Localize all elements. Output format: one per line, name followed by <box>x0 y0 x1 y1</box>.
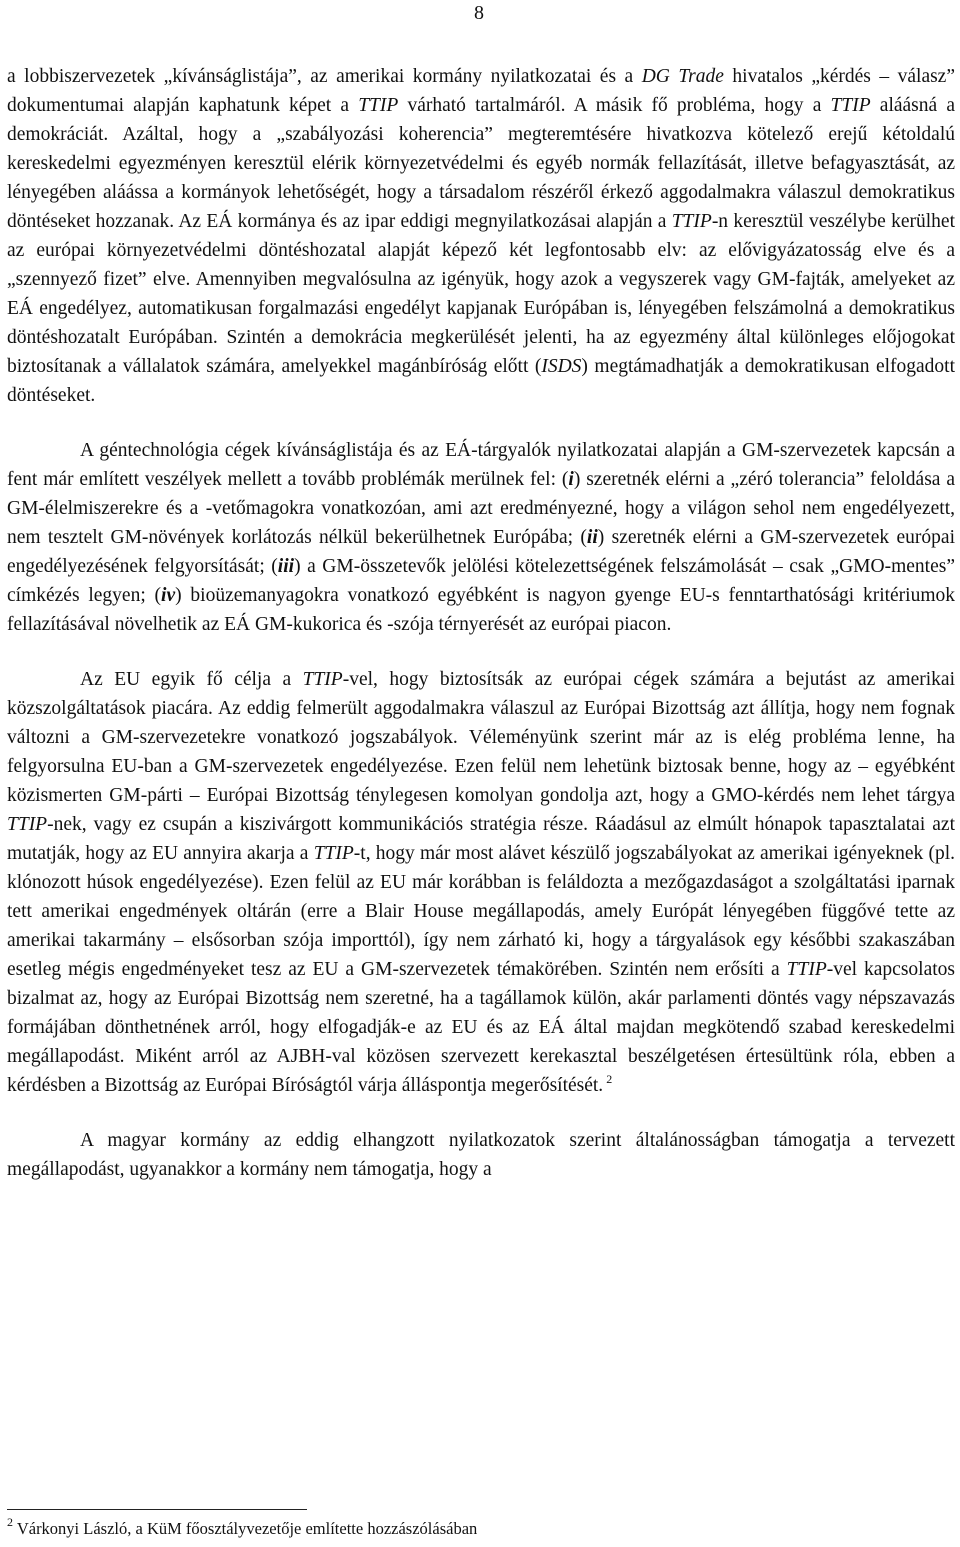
text-segment: -nek, vagy ez csupán a kiszivárgott kommunikációs stratégia része. Ráadásul az elmúlt hónapok tapasztalatai azt mutatják, hogy az EU annyira akarja a <box>7 814 955 864</box>
list-marker: iv <box>161 585 176 606</box>
emphasis: TTIP <box>358 95 399 116</box>
emphasis: TTIP <box>786 959 827 980</box>
text-segment: ) megtámadhatják a demokratikusan elfogadott döntéseket. <box>7 356 955 406</box>
emphasis: DG Trade <box>641 66 724 87</box>
paragraph-p3 <box>7 665 955 1100</box>
text-segment: ) bioüzemanyagokra vonatkozó egyébként is nagyon gyenge EU-s fenntarthatósági kritériumok fellazításával növelhetik az EÁ GM-kukorica és -szója térnyerését az európai piacon. <box>7 585 956 635</box>
body-text <box>7 62 955 1184</box>
text-segment: a lobbiszervezetek „kívánságlistája”, az amerikai kormány nyilatkozatai és a <box>7 66 642 87</box>
emphasis: TTIP <box>302 669 343 690</box>
text-segment: ) szeretnék elérni a GM-szervezetek európai engedélyezésének felgyorsítását; ( <box>7 527 955 577</box>
page-number: 8 <box>474 2 484 24</box>
emphasis: TTIP <box>671 211 712 232</box>
text-segment: -vel kapcsolatos bizalmat az, hogy az Európai Bizottság nem szeretné, ha a tagállamok külön, akár parlamenti döntés vagy népszavazás formájában dönthetnének arról, hogy elfogadják-e az EU és az EÁ által majdan megkötendő szabad kereskedelmi megállapodást. Miként arról az AJBH-val közösen szervezett kerekasztal beszélgetésen értesültünk róla, ebben a kérdésben a Bizottság az Európai Bíróságtól várja álláspontja megerősítését. <box>7 959 955 1096</box>
text-segment: -vel, hogy biztosítsák az európai cégek számára a bejutást az amerikai közszolgáltatások piacára. Az eddig felmerült aggodalmakra válaszul az Európai Bizottság azt állítja, hogy nem fognak változni a GM-szervezetekre vonatkozó jogszabályok. Véleményünk szerint már az is elég probléma lenne, ha felgyorsulna EU-ban a GM-szervezetek engedélyezése. Ezen felül nem lehetünk biztosak benne, hogy az – egyébként közismerten GM-párti – Európai Bizottság ténylegesen komolyan gondolja azt, hogy a GMO-kérdés nem lehet tárgya <box>7 669 956 806</box>
emphasis: TTIP <box>830 95 871 116</box>
text-segment: ) a GM-összetevők jelölési kötelezettségének felszámolását – csak „GMO-mentes” címkézés legyen; ( <box>7 556 955 606</box>
footnote-marker: 2 <box>7 1515 13 1529</box>
text-segment: A géntechnológia cégek kívánságlistája és az EÁ-tárgyalók nyilatkozatai alapján a GM-szervezetek kapcsán a fent már említett veszélyek mellett a tovább problémák merülnek fel: ( <box>7 440 955 490</box>
footnote <box>7 1515 947 1540</box>
text-segment: -n keresztül veszélybe kerülhet az európai környezetvédelmi döntéshozatal alapját képező két legfontosabb elv: az elővigyázatosság elve és a „szennyező fizet” elve. Amennyiben megvalósulna az igényük, hogy azok a vegyszerek vagy GM-fajták, amelyeket az EÁ engedélyez, automatikusan forgalmazási engedélyt kapjanak Európában is, lényegében felszámolná a demokratikus döntéshozatalt Európában. Szintén a demokrácia megkerülését jelenti, ha az egyezmény által különleges előjogokat biztosítanak a vállalatok számára, amelyekkel magánbíróság előtt ( <box>7 211 955 377</box>
text-segment: ) szeretnék elérni a „zéró tolerancia” feloldása a GM-élelmiszerekre és a -vetőmagokra vonatkozóan, ami azt eredményezné, hogy a világon sehol nem engedélyezett, nem tesztelt GM-növények korlátozás nélkül bekerülhetnek Európába; ( <box>7 469 955 548</box>
footnote-separator <box>7 1509 307 1510</box>
text-segment: hivatalos „kérdés – válasz” dokumentumai alapján kaphatunk képet a <box>7 66 955 116</box>
paragraph-p4 <box>7 1126 955 1184</box>
list-marker: iii <box>277 556 295 577</box>
text-segment: aláásná a demokráciát. Azáltal, hogy a „szabályozási koherencia” megteremtésére hivatkozva kötelező erejű kétoldalú kereskedelmi egyezményen keresztül elérik környezetvédelmi és egyéb normák fellazítását, illetve befagyasztását, az lényegében aláássa a kormányok lehetőségét, hogy a társadalom részéről érkező aggodalmakra válaszul demokratikus döntéseket hozzanak. Az EÁ kormánya és az ipar eddigi megnyilatkozásai alapján a <box>7 95 955 232</box>
footnote-reference: 2 <box>603 1072 613 1086</box>
text-segment: -t, hogy már most alávet készülő jogszabályokat az amerikai igényeknek (pl. klónozott húsok engedélyezése). Ezen felül az EU már korábban is feláldozta a mezőgazdaságot a szolgáltatási iparnak tett amerikai engedmények oltárán (erre a Blair House megállapodás, amely Európát lényegében függővé tette az amerikai takarmány – elsősorban szója importtól), így nem zárható ki, hogy a tárgyalások egy későbbi szakaszában esetleg mégis engedményeket tesz az EU a GM-szervezetek témakörében. Szintén nem erősíti a <box>7 843 956 980</box>
emphasis: ISDS <box>541 356 582 377</box>
footnote-text: Várkonyi László, a KüM főosztályvezetője említette hozzászólásában <box>13 1519 478 1538</box>
paragraph-p1 <box>7 62 955 410</box>
text-segment: A magyar kormány az eddig elhangzott nyilatkozatok szerint általánosságban támogatja a tervezett megállapodást, ugyanakkor a kormány nem támogatja, hogy a <box>7 1130 955 1180</box>
text-segment: várható tartalmáról. A másik fő probléma, hogy a <box>398 95 831 116</box>
emphasis: TTIP <box>313 843 354 864</box>
paragraph-p2 <box>7 436 955 639</box>
list-marker: ii <box>586 527 598 548</box>
text-segment: Az EU egyik fő célja a <box>80 669 303 690</box>
emphasis: TTIP <box>7 814 48 835</box>
list-marker: i <box>568 469 574 490</box>
